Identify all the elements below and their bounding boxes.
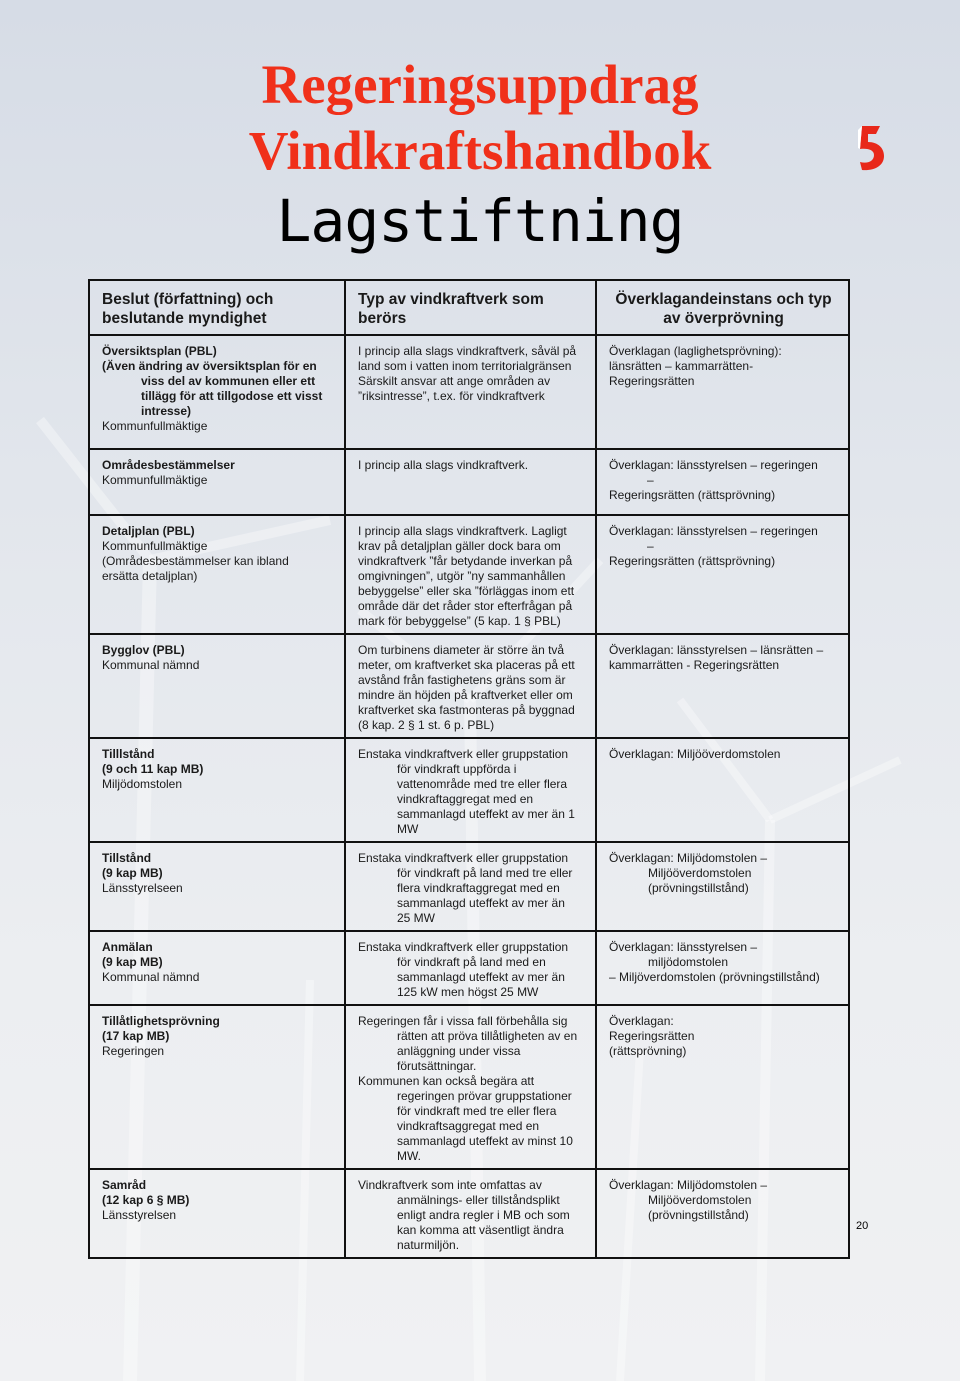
- decision-cell: Översiktsplan (PBL) (Även ändring av översiktsplan för en viss del av kommunen eller ett tillägg för att tillgodose ett visst intresse) Kommunfullmäktige: [89, 335, 345, 449]
- turbine-type-cell: I princip alla slags vindkraftverk. Lagligt krav på detaljplan gäller dock bara om vindkraftverk ”får betydande inverkan på omgivningen”, utgör ”ny sammanhållen bebyggelse” eller ska ”förläggas inom ett område där det råder stor efterfrågan på mark för bebyggelse” (5 kap. 1 § PBL): [345, 515, 596, 634]
- table-row: [89, 842, 849, 931]
- table-row: [89, 449, 849, 515]
- turbine-type-cell: Vindkraftverk som inte omfattas av anmälnings- eller tillståndsplikt enligt andra regler i MB och som kan komma att väsentligt ändra naturmiljön.: [345, 1169, 596, 1258]
- decision-cell: Tillstånd (9 kap MB) Länsstyrelseen: [89, 842, 345, 931]
- table-row: [89, 931, 849, 1005]
- decision-cell: Anmälan (9 kap MB) Kommunal nämnd: [89, 931, 345, 1005]
- table-header-row: [89, 280, 849, 335]
- subtitle: Lagstiftning: [276, 187, 684, 255]
- decision-cell: Detaljplan (PBL) Kommunfullmäktige (Områdesbestämmelser kan ibland ersätta detaljplan): [89, 515, 345, 634]
- table-row: [89, 335, 849, 449]
- turbine-type-cell: Enstaka vindkraftverk eller gruppstation för vindkraft på land med en sammanlagd uteffekt av mer än 125 kW men högst 25 MW: [345, 931, 596, 1005]
- table-row: [89, 1005, 849, 1169]
- decision-cell: Tillåtlighetsprövning (17 kap MB) Regeringen: [89, 1005, 345, 1169]
- title-line-2: Vindkraftshandbok: [248, 120, 712, 181]
- appeal-cell: Överklagan: länsstyrelsen – länsrätten – kammarrätten - Regeringsrätten: [596, 634, 849, 738]
- header-turbine-type: Typ av vindkraftverk som berörs: [345, 280, 596, 335]
- page-number: 20: [856, 1220, 869, 1232]
- table-row: [89, 738, 849, 842]
- appeal-cell: Överklagan: Regeringsrätten (rättsprövning): [596, 1005, 849, 1169]
- table-row: [89, 515, 849, 634]
- appeal-cell: Överklagan: Miljööverdomstolen: [596, 738, 849, 842]
- legislation-table: [88, 279, 850, 1259]
- decision-cell: Tilllstånd (9 och 11 kap MB) Miljödomstolen: [89, 738, 345, 842]
- turbine-type-cell: Enstaka vindkraftverk eller gruppstation för vindkraft uppförda i vattenområde med tre eller flera vindkraftaggregat med en sammanlagd uteffekt av mer än 1 MW: [345, 738, 596, 842]
- appeal-cell: Överklagan (laglighetsprövning): länsrätten – kammarrätten- Regeringsrätten: [596, 335, 849, 449]
- appeal-cell: Överklagan: länsstyrelsen – regeringen – Regeringsrätten (rättsprövning): [596, 515, 849, 634]
- turbine-type-cell: I princip alla slags vindkraftverk, såväl på land som i vatten inom territorialgränsen Särskilt ansvar att ange områden av ”riksintresse”, t.ex. för vindkraftverk: [345, 335, 596, 449]
- turbine-type-cell: Om turbinens diameter är större än två meter, om kraftverket ska placeras på ett avstånd från fastighetens gräns som är mindre än höjden på kraftverket eller om kraftverket ska fastmonteras på byggnad (8 kap. 2 § 1 st. 6 p. PBL): [345, 634, 596, 738]
- appeal-cell: Överklagan: länsstyrelsen – miljödomstolen – Miljöverdomstolen (prövningstillstånd): [596, 931, 849, 1005]
- appeal-cell: Överklagan: Miljödomstolen – Miljööverdomstolen (prövningstillstånd): [596, 842, 849, 931]
- appeal-cell: Överklagan: länsstyrelsen – regeringen – Regeringsrätten (rättsprövning): [596, 449, 849, 515]
- appeal-cell: Överklagan: Miljödomstolen – Miljööverdomstolen (prövningstillstånd): [596, 1169, 849, 1258]
- turbine-type-cell: Enstaka vindkraftverk eller gruppstation för vindkraft på land med tre eller flera vindkraftaggregat med en sammanlagd uteffekt av mer än 25 MW: [345, 842, 596, 931]
- decision-cell: Samråd (12 kap 6 § MB) Länsstyrelsen: [89, 1169, 345, 1258]
- table-row: [89, 634, 849, 738]
- red-stylized-logo-icon: [856, 124, 886, 172]
- decision-cell: Områdesbestämmelser Kommunfullmäktige: [89, 449, 345, 515]
- title-line-1: Regeringsuppdrag: [261, 54, 699, 115]
- turbine-type-cell: Regeringen får i vissa fall förbehålla sig rätten att pröva tillåtligheten av en anläggning under vissa förutsättningar. Kommunen kan också begära att regeringen prövar gruppstationer för vindkraft med tre eller flera vindkraftsaggregat med en sammanlagd uteffekt av minst 10 MW.: [345, 1005, 596, 1169]
- header-decision-authority: Beslut (författning) och beslutande myndighet: [89, 280, 345, 335]
- table-row: [89, 1169, 849, 1258]
- decision-cell: Bygglov (PBL) Kommunal nämnd: [89, 634, 345, 738]
- turbine-type-cell: I princip alla slags vindkraftverk.: [345, 449, 596, 515]
- header-appeal-instance: Överklagandeinstans och typ av överprövning: [596, 280, 849, 335]
